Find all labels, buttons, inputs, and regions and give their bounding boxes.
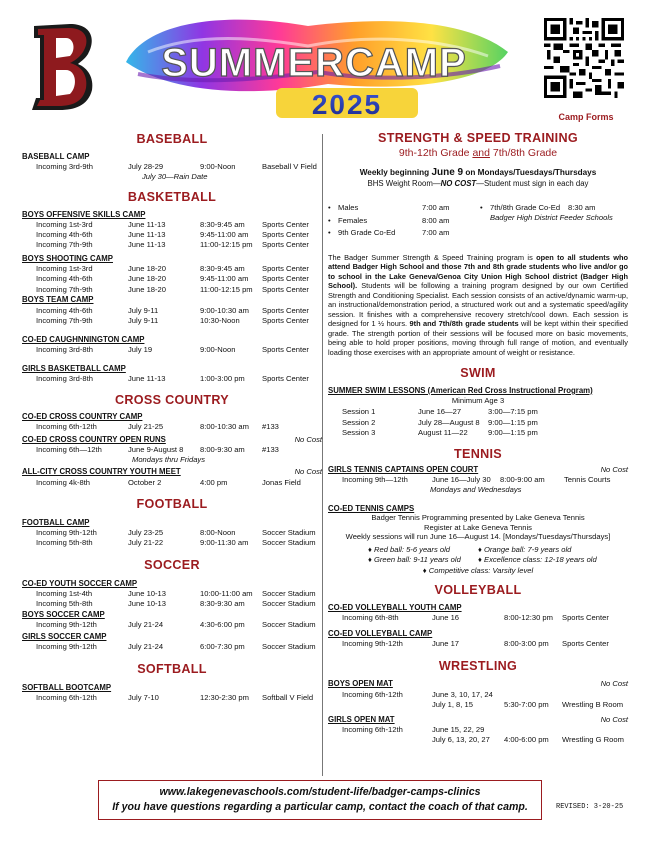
camp-header xyxy=(328,679,628,689)
group-label: Females xyxy=(338,215,368,225)
section-title: WRESTLING xyxy=(438,658,518,673)
grade: Incoming 5th-8th xyxy=(36,599,93,609)
softball-section xyxy=(22,662,322,703)
time: 8:00-Noon xyxy=(200,528,236,538)
grade: Incoming 3rd-8th xyxy=(36,344,93,354)
location: Sports Center xyxy=(262,219,309,229)
revised-date: REVISED: 3-20-25 xyxy=(556,803,624,811)
dates: June 16—July 30 xyxy=(432,475,491,485)
time: 6:00-7:30 pm xyxy=(200,642,245,652)
para-bold: open to all students who attend Badger High School and those 7th and 8th grade students who live and/or go to school in the Lake Geneva/Genoa City Union High School district (Badger High School). xyxy=(328,252,628,291)
para-bold: 9th and 7th/8th grade students xyxy=(409,319,519,329)
location: Sports Center xyxy=(562,612,609,622)
schedule-row xyxy=(22,477,322,487)
grade: Incoming 7th-9th xyxy=(36,240,93,250)
time: 8:00-10:30 am xyxy=(200,422,249,432)
schedule-row xyxy=(22,528,322,538)
camp-title: CO-ED TENNIS CAMPS xyxy=(328,503,415,513)
schedule-row xyxy=(22,445,322,455)
time: 8:30-9:30 am xyxy=(200,599,245,609)
grade: Incoming 6th-12th xyxy=(342,724,403,734)
time: 8:30-9:45 am xyxy=(200,264,245,274)
time: 10:30-Noon xyxy=(200,315,240,325)
time: 9:45-11:00 am xyxy=(200,230,249,240)
camp-title: CO-ED YOUTH SOCCER CAMP xyxy=(22,578,138,588)
time: 9:00-10:30 am xyxy=(200,305,249,315)
grade: Incoming 4th-6th xyxy=(36,274,93,284)
camp-title: FOOTBALL CAMP xyxy=(22,518,90,528)
group-label: 7th/8th Grade Co-Ed xyxy=(490,203,561,213)
grade: Incoming 4th-6th xyxy=(36,305,93,315)
schedule-row xyxy=(22,538,322,548)
location: Sports Center xyxy=(262,373,309,383)
grade: Incoming 6th-8th xyxy=(342,612,399,622)
dates: July 28-29 xyxy=(128,161,164,171)
time: 8:00-9:00 am xyxy=(500,475,545,485)
schedule-row xyxy=(328,689,628,699)
no-cost-label: No Cost xyxy=(600,465,628,475)
session-row xyxy=(328,427,628,437)
dates: July 21-24 xyxy=(128,642,164,652)
location: Wrestling B Room xyxy=(562,699,624,709)
grade: Incoming 6th—12th xyxy=(36,445,102,455)
training-groups xyxy=(328,203,628,241)
section-title: TENNIS xyxy=(454,446,502,461)
dates: October 2 xyxy=(128,477,162,487)
session-label: Session 2 xyxy=(342,417,376,427)
time: 8:00-9:30 am xyxy=(200,445,245,455)
time: 9:00-11:30 am xyxy=(200,538,249,548)
time: 8:30-9:45 am xyxy=(200,219,245,229)
cross-country-section xyxy=(22,393,322,487)
baseball-section xyxy=(22,132,322,181)
para-text: Students will be following a training program designed by our own Certified Strength and Conditioning Specialist. Each session consists of an active/dynamic warm-up, an instructional/demonstration period, a structured work out and a systematic speed/agility session. It finishes with a comprehensive recovery stretch/cool down. Each session is designed for 1 ½ hours. xyxy=(328,281,628,329)
schedule-row xyxy=(328,724,628,734)
summercamp-banner xyxy=(108,12,520,124)
session-dates: June 16—27 xyxy=(418,407,462,417)
schedule-row xyxy=(22,344,322,354)
room-pre: BHS Weight Room— xyxy=(367,179,441,189)
schedule-row xyxy=(22,220,322,230)
subtitle-part: 7th/8th Grade xyxy=(489,146,558,159)
time: 4:30-6:00 pm xyxy=(200,620,245,630)
ball-row: ♦ Competitive class: Varsity level xyxy=(422,565,534,575)
coed-line: Weekly sessions will run June 16—August 14. [Mondays/Tuesdays/Thursdays] xyxy=(345,532,611,542)
volleyball-section xyxy=(328,583,628,649)
location: Sports Center xyxy=(262,284,309,294)
subtitle-part: 9th-12th Grade xyxy=(398,146,473,159)
schedule-row xyxy=(22,599,322,609)
ball-level: Red ball: 5-6 years old xyxy=(374,544,450,554)
dates: July 21-24 xyxy=(128,620,164,630)
grade: Incoming 9th-12th xyxy=(36,642,97,652)
section-title: VOLLEYBALL xyxy=(434,583,522,598)
time: 8:00-3:00 pm xyxy=(504,638,549,648)
weight-room-line xyxy=(328,179,628,189)
camp-title: GIRLS TENNIS CAPTAINS OPEN COURT xyxy=(328,465,479,475)
group-item: • Females 8:00 am xyxy=(328,216,480,229)
section-title: FOOTBALL xyxy=(136,497,208,512)
dates: June 11-13 xyxy=(128,230,166,240)
tennis-section xyxy=(328,447,628,576)
location: Soccer Stadium xyxy=(262,528,316,538)
schedule-row xyxy=(22,692,322,702)
session-row xyxy=(328,407,628,417)
schedule-row xyxy=(328,475,628,485)
grade: Incoming 4k-8th xyxy=(36,477,91,487)
location: #133 xyxy=(262,445,279,455)
section-title: BASKETBALL xyxy=(127,190,217,205)
dates: June 11-13 xyxy=(128,240,166,250)
para-text: The Badger Summer Strength & Speed Training program is xyxy=(328,252,537,262)
grade: Incoming 7th-9th xyxy=(36,315,93,325)
session-time: 9:00—1:15 pm xyxy=(488,417,538,427)
location: Tennis Courts xyxy=(564,475,611,485)
schedule-row xyxy=(22,284,322,294)
camp-note: Mondays and Wednesdays xyxy=(430,485,522,495)
ball-levels xyxy=(328,545,628,575)
group-time: 8:00 am xyxy=(422,215,450,225)
group-list xyxy=(328,203,480,241)
grade: Incoming 1st-3rd xyxy=(36,219,93,229)
location: Sports Center xyxy=(262,344,309,354)
soccer-section xyxy=(22,558,322,652)
column-divider xyxy=(322,134,323,776)
location: Jonas Field xyxy=(262,477,301,487)
dates: June 18-20 xyxy=(128,264,166,274)
camp-note: Mondays thru Fridays xyxy=(132,455,206,464)
grade: Incoming 1st-4th xyxy=(36,589,93,599)
schedule-row xyxy=(22,230,322,240)
location: Sports Center xyxy=(262,305,309,315)
schedule-row xyxy=(328,639,628,649)
camp-title: CO-ED CROSS COUNTRY CAMP xyxy=(22,412,143,422)
grade: Incoming 6th-12th xyxy=(342,689,403,699)
grade: Incoming 3rd-9th xyxy=(36,161,93,171)
grade: Incoming 9th—12th xyxy=(342,475,408,485)
section-title: STRENGTH & SPEED TRAINING xyxy=(378,131,578,145)
schedule-row xyxy=(22,373,322,383)
grade: Incoming 7th-9th xyxy=(36,284,93,294)
camp-title: BOYS TEAM CAMP xyxy=(22,295,94,305)
room-post: —Student must sign in each day xyxy=(476,179,589,189)
group-item: • 9th Grade Co-Ed 7:00 am xyxy=(328,228,480,241)
location: Sports Center xyxy=(262,315,309,325)
location: Soccer Stadium xyxy=(262,620,316,630)
session-dates: July 28—August 8 xyxy=(418,417,480,427)
ball-level: Green ball: 9-11 years old xyxy=(374,555,461,565)
grade: Incoming 4th-6th xyxy=(36,230,93,240)
location: Softball V Field xyxy=(262,692,314,702)
time: 11:00-12:15 pm xyxy=(200,284,253,294)
coed-line: Badger Tennis Programming presented by Lake Geneva Tennis xyxy=(371,513,585,523)
ball-level: Competitive class: Varsity level xyxy=(428,565,534,575)
camp-title: CO-ED VOLLEYBALL YOUTH CAMP xyxy=(328,602,462,612)
group-item: • Males 7:00 am xyxy=(328,203,480,216)
para-text: will be kept within their specified grade. The strength portion of their sessions will be focused more on basic movements, being able to hold proper positions, moving through full range of motion, and eventually loading those exercises with an appropriate amount of weight or resistance. xyxy=(328,319,628,357)
grade: Incoming 9th-12th xyxy=(36,620,97,630)
camp-title: BASEBALL CAMP xyxy=(22,151,90,161)
dates: June 3, 10, 17, 24 xyxy=(432,689,493,699)
website-link[interactable]: www.lakegenevaschools.com/student-life/badger-camps-clinics xyxy=(159,786,481,798)
camp-title: BOYS SHOOTING CAMP xyxy=(22,254,113,264)
grade: Incoming 3rd-8th xyxy=(36,373,93,383)
time: 4:00 pm xyxy=(200,477,228,487)
session-time: 3:00—7:15 pm xyxy=(488,407,538,417)
schedule-row xyxy=(22,274,322,284)
badger-b-logo xyxy=(26,20,98,112)
location: Sports Center xyxy=(262,264,309,274)
time: 4:00-6:00 pm xyxy=(504,734,549,744)
swim-sessions xyxy=(328,407,628,438)
dates: June 17 xyxy=(432,638,460,648)
group-time: 8:30 am xyxy=(568,203,596,213)
swim-section xyxy=(328,366,628,438)
schedule-row xyxy=(22,305,322,315)
dates: June 15, 22, 29 xyxy=(432,724,485,734)
schedule-row xyxy=(22,240,322,250)
basketball-section xyxy=(22,190,322,383)
dates: July 1, 8, 15 xyxy=(432,699,473,709)
camp-title: BOYS SOCCER CAMP xyxy=(22,610,105,620)
schedule-row xyxy=(22,589,322,599)
camp-title: GIRLS BASKETBALL CAMP xyxy=(22,363,126,373)
camp-header xyxy=(22,467,322,477)
time: 12:30-2:30 pm xyxy=(200,692,249,702)
feeder-note: Badger High District Feeder Schools xyxy=(490,212,613,222)
camp-header xyxy=(22,435,322,445)
section-title: BASEBALL xyxy=(136,132,208,146)
session-label: Session 3 xyxy=(342,427,376,437)
session-time: 9:00—1:15 pm xyxy=(488,427,538,437)
coed-line: Register at Lake Geneva Tennis xyxy=(424,522,532,532)
dates: July 23-25 xyxy=(128,528,164,538)
section-title: SOFTBALL xyxy=(137,661,207,676)
camp-title: SUMMER SWIM LESSONS (American Red Cross Instructional Program) xyxy=(328,385,593,395)
time: 11:00-12:15 pm xyxy=(200,240,253,250)
camp-title: SOFTBALL BOOTCAMP xyxy=(22,682,112,692)
logo-letter: B xyxy=(26,20,27,21)
camp-title: BOYS OFFENSIVE SKILLS CAMP xyxy=(22,209,146,219)
dates: June 18-20 xyxy=(128,284,166,294)
dates: June 9-August 8 xyxy=(128,445,184,455)
time: 9:00-Noon xyxy=(200,344,236,354)
location: Sports Center xyxy=(262,230,309,240)
dates: July 7-10 xyxy=(128,692,159,702)
group-label: 9th Grade Co-Ed xyxy=(338,228,396,238)
location: Sports Center xyxy=(262,274,309,284)
location: Wrestling G Room xyxy=(562,734,624,744)
session-dates: August 11—22 xyxy=(418,427,468,437)
header xyxy=(0,0,650,128)
grade: Incoming 6th-12th xyxy=(36,422,97,432)
weekly-date: June 9 xyxy=(431,166,464,178)
weekly-schedule xyxy=(328,167,628,180)
schedule-row xyxy=(22,264,322,274)
camp-header xyxy=(328,715,628,725)
location: Baseball V Field xyxy=(262,161,317,171)
camp-note: July 30—Rain Date xyxy=(142,171,208,181)
no-cost-label: No Cost xyxy=(294,435,322,445)
time: 1:00-3:00 pm xyxy=(200,373,245,383)
schedule-row xyxy=(22,161,322,171)
ball-row: ♦ Red ball: 5-6 years old ♦ Orange ball: 7-9 years old xyxy=(368,544,572,554)
no-cost-label: No Cost xyxy=(600,679,628,689)
ball-level: Excellence class: 12-18 years old xyxy=(484,555,597,565)
time: 9:45-11:00 am xyxy=(200,274,249,284)
location: #133 xyxy=(262,422,279,432)
schedule-row xyxy=(22,642,322,652)
camp-title: GIRLS SOCCER CAMP xyxy=(22,632,107,642)
grade: Incoming 6th-12th xyxy=(36,692,97,702)
camp-title: CO-ED CROSS COUNTRY OPEN RUNS xyxy=(22,435,166,445)
section-title: SWIM xyxy=(460,366,496,381)
time: 9:00-Noon xyxy=(200,161,236,171)
weekly-pre: Weekly beginning xyxy=(359,167,432,177)
session-row xyxy=(328,417,628,427)
camp-title: GIRLS OPEN MAT xyxy=(328,714,395,724)
section-subtitle xyxy=(328,147,628,160)
weekly-post: on Mondays/Tuesdays/Thursdays xyxy=(463,167,597,177)
right-column xyxy=(328,128,628,745)
camp-title: CO-ED VOLLEYBALL CAMP xyxy=(328,628,433,638)
schedule-row xyxy=(328,699,628,709)
dates: June 10-13 xyxy=(128,589,166,599)
qr-code[interactable] xyxy=(544,18,624,98)
schedule-row xyxy=(328,734,628,744)
banner-year: 2025 xyxy=(311,89,383,120)
camp-title: CO-ED CAUGHNNINGTON CAMP xyxy=(22,334,145,344)
ball-row: ♦ Green ball: 9-11 years old ♦ Excellence class: 12-18 years old xyxy=(368,555,597,565)
no-cost-label: No Cost xyxy=(600,714,628,724)
location: Soccer Stadium xyxy=(262,589,316,599)
camp-forms-link[interactable]: Camp Forms xyxy=(558,112,614,122)
time: 10:00-11:00 am xyxy=(200,589,253,599)
camp-title: ALL-CITY CROSS COUNTRY YOUTH MEET xyxy=(22,467,181,477)
schedule-row xyxy=(22,315,322,325)
group-time: 7:00 am xyxy=(422,228,450,238)
room-cost: NO COST xyxy=(440,179,477,189)
group-time: 7:00 am xyxy=(422,203,450,213)
dates: July 6, 13, 20, 27 xyxy=(432,734,490,744)
location: Sports Center xyxy=(562,638,609,648)
grade: Incoming 5th-8th xyxy=(36,538,93,548)
dates: July 21-25 xyxy=(128,422,164,432)
feeder-group xyxy=(480,203,613,241)
location: Soccer Stadium xyxy=(262,538,316,548)
no-cost-label: No Cost xyxy=(294,467,322,477)
schedule-row xyxy=(328,613,628,623)
dates: June 11-13 xyxy=(128,219,166,229)
location: Sports Center xyxy=(262,240,309,250)
subtitle-and: and xyxy=(472,146,490,159)
camp-title: BOYS OPEN MAT xyxy=(328,679,393,689)
camp-header xyxy=(328,465,628,475)
grade: Incoming 9th-12th xyxy=(36,528,97,538)
schedule-row xyxy=(22,620,322,630)
group-item: • 7th/8th Grade Co-Ed 8:30 am xyxy=(480,203,596,213)
left-column xyxy=(22,128,322,703)
section-title: SOCCER xyxy=(144,558,200,573)
dates: June 18-20 xyxy=(128,274,166,284)
session-label: Session 1 xyxy=(342,407,376,417)
dates: July 9-11 xyxy=(128,315,159,325)
group-label: Males xyxy=(338,203,359,213)
wrestling-section xyxy=(328,659,628,745)
contact-note: If you have questions regarding a particular camp, contact the coach of that camp. xyxy=(112,801,528,814)
grade: Incoming 1st-3rd xyxy=(36,264,93,274)
strength-section xyxy=(328,131,628,357)
location: Soccer Stadium xyxy=(262,599,316,609)
time: 8:00-12:30 pm xyxy=(504,612,553,622)
ball-level: Orange ball: 7-9 years old xyxy=(484,544,572,554)
dates: July 19 xyxy=(128,344,153,354)
dates: July 9-11 xyxy=(128,305,159,315)
location: Soccer Stadium xyxy=(262,642,316,652)
grade: Incoming 9th-12th xyxy=(342,638,403,648)
dates: June 11-13 xyxy=(128,373,166,383)
dates: July 21-22 xyxy=(128,538,164,548)
schedule-row xyxy=(22,422,322,432)
min-age: Minimum Age 3 xyxy=(451,395,505,405)
program-description xyxy=(328,253,628,357)
time: 5:30-7:00 pm xyxy=(504,699,549,709)
section-title: CROSS COUNTRY xyxy=(115,393,229,408)
football-section xyxy=(22,497,322,548)
dates: June 10-13 xyxy=(128,599,166,609)
footer-box xyxy=(98,780,542,820)
dates: June 16 xyxy=(432,612,460,622)
banner-title: SUMMERCAMP xyxy=(161,41,467,85)
